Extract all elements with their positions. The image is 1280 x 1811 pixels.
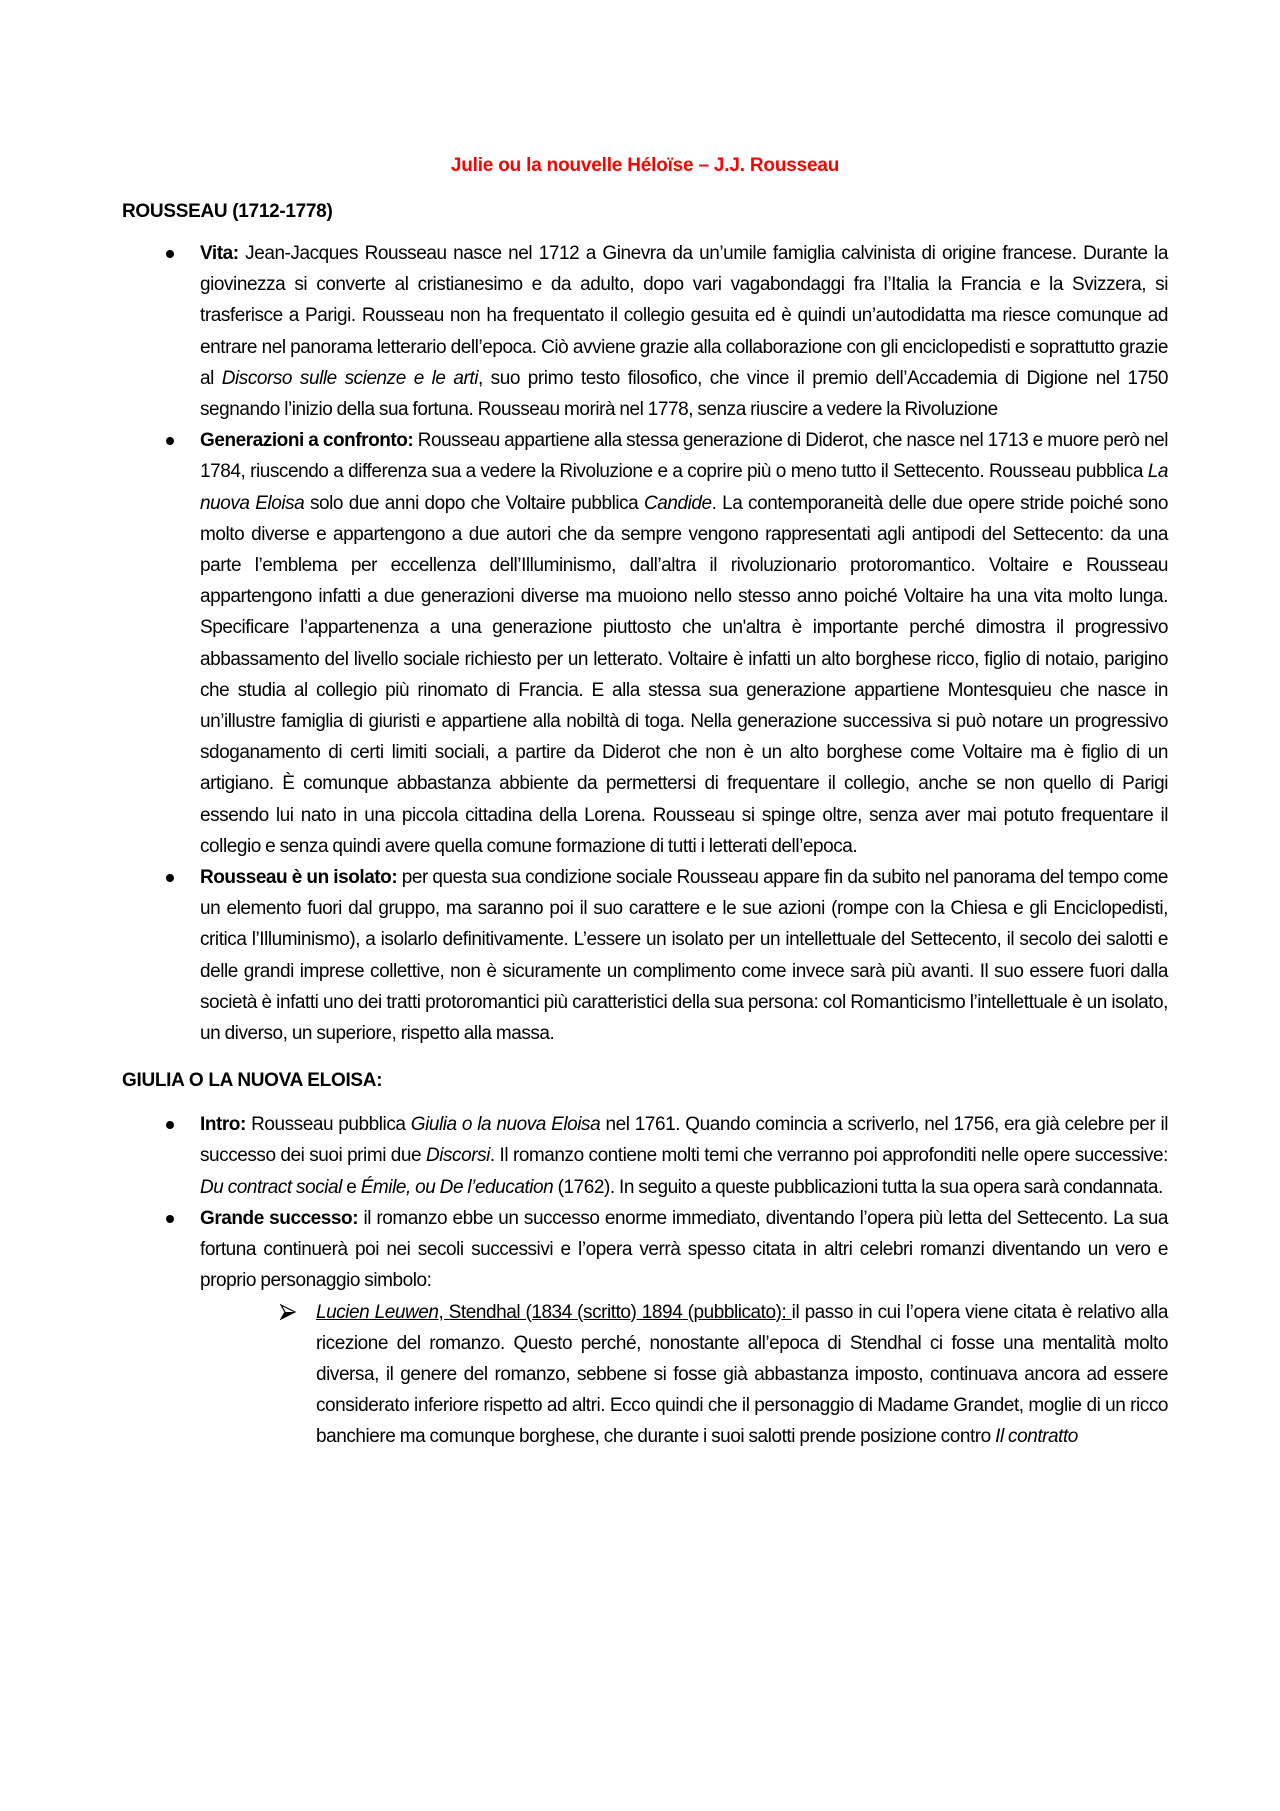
section-heading-rousseau: ROUSSEAU (1712-1778)	[122, 201, 333, 222]
bullet-list-rousseau	[122, 238, 1168, 1049]
bullet-icon	[166, 1215, 174, 1223]
list-item-generazioni	[122, 425, 1168, 862]
item-label: Grande successo:	[200, 1207, 359, 1229]
arrowhead-bullet-icon	[280, 1304, 296, 1320]
list-item-intro	[122, 1109, 1168, 1203]
item-text: il romanzo ebbe un successo enorme immediato, diventando l’opera più letta del Settecento. La sua fortuna continuerà poi nei secoli successivi e l’opera verrà spesso citata in altri celebri romanzi diventando un vero e proprio personaggio simbolo:	[200, 1207, 1168, 1292]
bullet-icon	[166, 874, 174, 882]
reference-heading	[316, 1302, 792, 1323]
item-text: per questa sua condizione sociale Rousseau appare fin da subito nel panorama del tempo come un elemento fuori dal gruppo, ma saranno poi il suo carattere e le sue azioni (rompe con la Chiesa e gli Enciclopedisti, critica l’Illuminismo), a isolarlo definitivamente. L’essere un isolato per un intellettuale del Settecento, il secolo dei salotti e delle grandi imprese collettive, non è sicuramente un complimento come invece sarà più avanti. Il suo essere fuori dalla società è infatti uno dei tratti protoromantici più caratteristici della sua persona: col Romanticismo l’intellettuale è un isolato, un diverso, un superiore, rispetto alla massa.	[200, 867, 1168, 1045]
bullet-list-giulia	[122, 1109, 1168, 1452]
item-text: Rousseau appartiene alla stessa generazione di Diderot, che nasce nel 1713 e muore però nel 1784, riuscendo a differenza sua a vedere la Rivoluzione e a coprire più o meno tutto il Settecento. Rousseau pubblica	[200, 430, 1168, 483]
item-text: solo due anni dopo che Voltaire pubblica	[304, 492, 644, 514]
sub-list	[200, 1297, 1168, 1453]
work-title: Il contratto	[995, 1426, 1078, 1448]
reference-details: , Stendhal (1834 (scritto) 1894 (pubblicato):	[438, 1301, 792, 1323]
work-title: Giulia o la nuova Eloisa	[410, 1114, 601, 1136]
work-title: Lucien Leuwen	[316, 1301, 439, 1323]
item-text: il passo in cui l’opera viene citata è relativo alla ricezione del romanzo. Questo perché, nonostante all’epoca di Stendhal ci fosse una mentalità molto diversa, il genere del romanzo, sebbene si fosse già abbastanza imposto, continuava ancora ad essere considerato inferiore rispetto ad altri. Ecco quindi che il personaggio di Madame Grandet, moglie di un ricco banchiere ma comunque borghese, che durante i suoi salotti prende posizione contro	[316, 1301, 1168, 1448]
item-label: Rousseau è un isolato:	[200, 867, 398, 889]
list-item-vita	[122, 238, 1168, 425]
work-title: La nuova Eloisa	[200, 461, 1168, 514]
bullet-icon	[166, 1121, 174, 1129]
document-body	[122, 154, 1168, 1453]
item-text: , suo primo testo filosofico, che vince il premio dell’Accademia di Digione nel 1750 segnando l’inizio della sua fortuna. Rousseau morirà nel 1778, senza riuscire a vedere la Rivoluzione	[200, 367, 1169, 421]
section-heading-giulia: GIULIA O LA NUOVA ELOISA:	[122, 1070, 383, 1092]
list-item-grande-successo	[122, 1203, 1168, 1453]
item-text: Rousseau pubblica	[245, 1114, 411, 1136]
item-text: Jean-Jacques Rousseau nasce nel 1712 a Ginevra da un’umile famiglia calvinista di origine francese. Durante la giovinezza si converte al cristianesimo e da adulto, dopo vari vagabondaggi fra l’Italia la Francia e la Svizzera, si trasferisce a Parigi. Rousseau non ha frequentato il collegio gesuita ed è quindi un’autodidatta ma riesce comunque ad entrare nel panorama letterario dell’epoca. Ciò avviene grazie alla collaborazione con gli enciclopedisti e soprattutto grazie al	[200, 243, 1168, 389]
work-title: Discorsi	[425, 1145, 490, 1167]
item-text: e	[341, 1176, 361, 1198]
item-label: Generazioni a confronto:	[200, 430, 414, 452]
item-label: Intro:	[200, 1114, 246, 1136]
bullet-icon	[166, 250, 174, 258]
work-title: Du contract social	[200, 1176, 342, 1198]
work-title: Candide	[643, 492, 712, 514]
document-title: Julie ou la nouvelle Héloïse – J.J. Rousseau	[450, 155, 840, 176]
list-item-isolato	[122, 862, 1168, 1049]
bullet-icon	[166, 437, 174, 445]
item-text: (1762). In seguito a queste pubblicazioni tutta la sua opera sarà condannata.	[553, 1176, 1163, 1198]
item-text: . La contemporaneità delle due opere stride poiché sono molto diverse e appartengono a due autori che da sempre vengono rappresentati agli antipodi del Settecento: da una parte l’emblema per eccellenza dell’Illuminismo, dall’altra il rivoluzionario protoromantico. Voltaire e Rousseau appartengono infatti a due generazioni diverse ma muoiono nello stesso anno poiché Voltaire ha una vita molto lunga. Specificare l’appartenenza a una generazione piuttosto che un'altra è importante perché dimostra il progressivo abbassamento del livello sociale richiesto per un letterato. Voltaire è infatti un alto borghese ricco, figlio di notaio, parigino che studia al collegio più rinomato di Francia. E alla stessa sua generazione appartiene Montesquieu che nasce in un’illustre famiglia di giuristi e appartiene alla nobiltà di toga. Nella generazione successiva si può notare un progressivo sdoganamento di certi limiti sociali, a partire da Diderot che non è un alto borghese come Voltaire ma è figlio di un artigiano. È comunque abbastanza abbiente da permettersi di frequentare il collegio, anche se non quello di Parigi essendo lui nato in una piccola cittadina della Lorena. Rousseau si spinge oltre, senza aver mai potuto frequentare il collegio e senza quindi avere quella comune formazione di tutti i letterati dell’epoca.	[200, 492, 1168, 857]
item-text: nel 1761. Quando comincia a scriverlo, nel 1756, era già celebre per il successo dei suoi primi due	[200, 1114, 1169, 1167]
item-label: Vita:	[200, 243, 239, 264]
work-title: Émile, ou De l’education	[360, 1176, 554, 1198]
item-text: . Il romanzo contiene molti temi che verranno poi approfonditi nelle opere successive:	[489, 1145, 1168, 1167]
sub-item-lucien-leuwen	[122, 1297, 1168, 1453]
work-title: Discorso sulle scienze e le arti	[221, 367, 478, 389]
